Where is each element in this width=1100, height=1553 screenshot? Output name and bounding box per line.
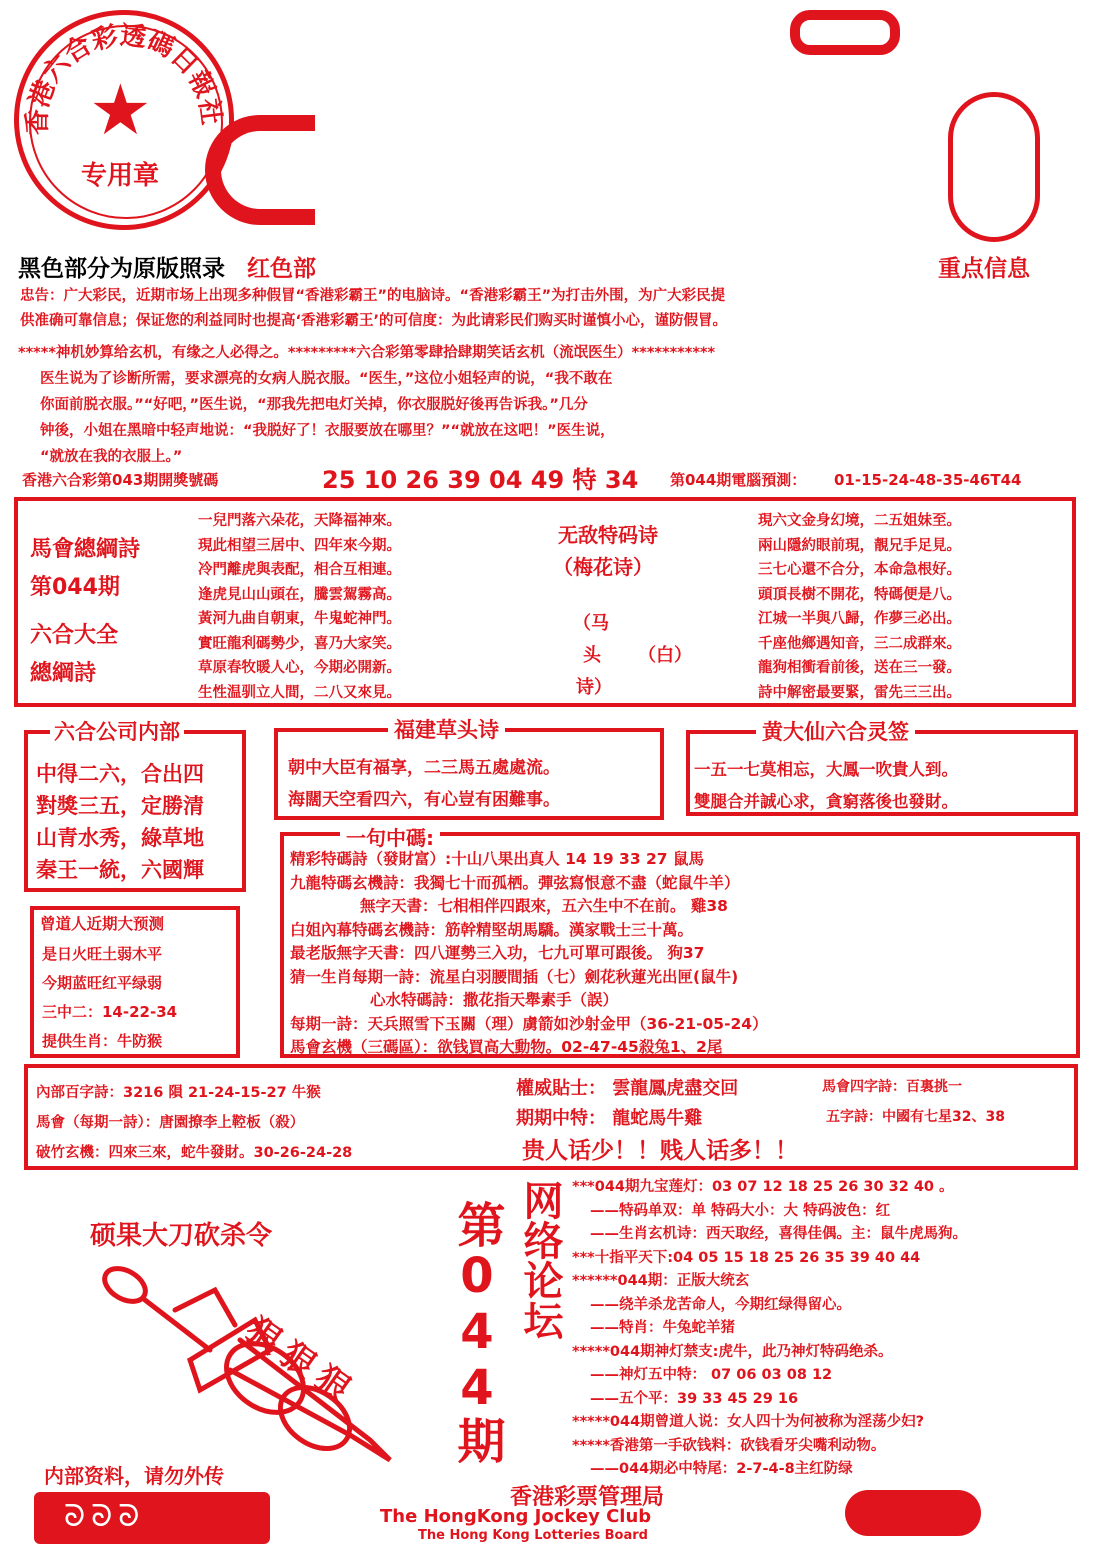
internal-warning: 内部资料，请勿外传 <box>44 1464 224 1488</box>
poem-line: 生性温驯立人間，二八又來見。 <box>198 684 401 701</box>
small-seal <box>948 92 1040 242</box>
joke-line: 医生说为了诊断所需，要求漂亮的女病人脱衣服。“医生，”这位小姐轻声的说，“我不敢在 <box>40 371 613 387</box>
five-char-poem: 五字詩：中國有七星32、38 <box>826 1109 1005 1125</box>
notice-line-1: 忠告：广大彩民，近期市场上出现多种假冒“香港彩霸王”的电脑诗。“香港彩霸王”为打击外围，为广大彩民提 <box>20 288 726 304</box>
poem-line: 黃河九曲自朝東，牛鬼蛇神門。 <box>198 611 401 627</box>
forum-line: ——特肖：牛兔蛇羊猪 <box>590 1320 735 1336</box>
joke-block <box>18 340 1088 470</box>
internal-lines <box>36 1078 352 1168</box>
forum-line: ***十指平天下:04 05 15 18 25 26 35 39 40 44 <box>572 1249 921 1266</box>
yijuzhong-line: 每期一詩：天兵照雪下玉關（理）虜箭如沙射金甲（36-21-05-24） <box>290 1014 768 1033</box>
sword-blade-text: 狠狠狠 <box>237 1309 365 1415</box>
company-line: 中得二六，合出四 <box>36 762 204 786</box>
internal-line: 內部百字詩：3216 隕 21-24-15-27 牛猴 <box>36 1085 321 1101</box>
forum-line: ——特码单双：单 特码大小：大 特码波色：红 <box>590 1202 891 1219</box>
lotteries-board-en: The Hong Kong Lotteries Board <box>418 1528 648 1543</box>
poem-lines-right <box>758 509 961 705</box>
header-logo-fragment-top <box>790 10 900 55</box>
jockey-four-char: 馬會四字詩：百裏挑一 <box>822 1079 962 1095</box>
fujian-box <box>274 718 664 820</box>
poem-line: 三七心還不合分，本命急根好。 <box>758 562 961 578</box>
daoren-title: 曾道人近期大预测 <box>40 915 165 933</box>
yijuzhong-line: 白姐內幕特碼玄機詩：筋幹精堅胡馬驕。漢家戰士三十萬。 <box>290 920 694 939</box>
notice-line-2: 供准确可靠信息；保证您的利益同时也提高‘香港彩霸王’的可信度：为此请彩民们购买时谨慎小心，谨防假冒。 <box>20 313 728 329</box>
wongtaisin-line: 雙腿合并誠心求，貪窮落後也發財。 <box>694 792 958 811</box>
bottom-right-oval <box>845 1490 981 1536</box>
forum-line: ——044期必中特尾：2-7-4-8主红防绿 <box>590 1461 853 1477</box>
daoren-lines <box>42 940 177 1056</box>
poem-lines-left <box>198 509 401 705</box>
fujian-line: 朝中大臣有福享，二三馬五處處流。 <box>288 758 560 778</box>
poem-middle-note: （马 <box>573 613 609 634</box>
vertical-forum: 网络论坛 <box>517 1180 563 1340</box>
results-numbers: 25 10 26 39 04 49 特 34 <box>322 466 639 494</box>
company-title: 六合公司内部 <box>50 716 184 746</box>
forum-line: ******044期：正版大统玄 <box>572 1273 750 1289</box>
joke-line: 钟後，小姐在黑暗中轻声地说：“我脱好了！衣服要放在哪里？”“就放在这吧！”医生说， <box>40 423 615 439</box>
poem-line: 千座他鄉遇知音，三二成群來。 <box>758 635 961 652</box>
knife-title: 硕果大刀砍杀令 <box>90 1221 273 1251</box>
star-icon: ★ <box>89 69 152 151</box>
sword-illustration <box>90 1260 420 1470</box>
poem-middle-sub: （梅花诗） <box>553 555 653 579</box>
poem-middle-note: 诗） <box>576 677 612 698</box>
forum-line: ***044期九宝莲灯：03 07 12 18 25 26 30 32 40 。 <box>572 1179 954 1195</box>
yijuzhong-line: 猜一生肖每期一詩：流星白羽腰間插（七）劍花秋蓮光出匣(鼠牛) <box>290 967 739 986</box>
forum-list <box>572 1176 967 1482</box>
poem-line: 現六文金身幻境，二五姐妹至。 <box>758 513 961 529</box>
poem-line: 冷門離虎與表配，相合互相連。 <box>198 562 401 578</box>
fujian-title: 福建草头诗 <box>388 714 505 744</box>
lotteries-admin: 香港彩票管理局 <box>510 1485 665 1510</box>
daoren-box <box>30 906 240 1058</box>
vertical-issue: 第044期 <box>449 1200 505 1464</box>
seal-ring-label: 香港六合彩透碼日報社 <box>22 20 226 136</box>
yijuzhong-lines <box>290 848 768 1060</box>
yijuzhong-line: 無字天書：七相相伴四跟來，五六生中不在前。 雞38 <box>360 897 728 915</box>
poem-line: 實旺龍利碼勢少，喜乃大家笑。 <box>198 635 401 652</box>
wongtaisin-title: 黄大仙六合灵签 <box>756 716 915 746</box>
predict-numbers: 01-15-24-48-35-46T44 <box>834 471 1022 489</box>
poem-line: 江城一半與八歸，作夢三必出。 <box>758 611 961 627</box>
daoren-line: 是日火旺土弱木平 <box>42 945 163 963</box>
poem-title: 馬會總綱詩 <box>30 537 141 562</box>
poem-line: 一兒門落六朵花，天降福神來。 <box>198 513 401 529</box>
company-box <box>24 720 246 892</box>
results-label: 香港六合彩第043期開獎號碼 <box>22 471 219 489</box>
cloud-pattern-icon: ᘐᘐᘐ <box>64 1499 146 1534</box>
joke-line: 你面前脱衣服。”“好吧，”医生说，“那我先把电灯关掉，你衣服脱好後再告诉我。”几分 <box>40 397 588 413</box>
header-title-black: 黑色部分为原版照录 <box>18 256 225 282</box>
seal-center-text: 专用章 <box>81 161 160 191</box>
header-title-red: 红色部 <box>247 256 317 282</box>
forum-line: *****香港第一手砍钱料：砍钱看牙尖嘴利动物。 <box>572 1437 886 1454</box>
company-line: 山青水秀，綠草地 <box>36 826 204 850</box>
company-lines <box>36 758 204 886</box>
issue-special: 期期中特： 龍蛇馬牛雞 <box>516 1108 703 1129</box>
notice-block <box>20 284 1085 334</box>
daoren-line: 三中二：14-22-34 <box>42 1003 178 1021</box>
poem-line: 逢虎見山山頭在，騰雲駕霧高。 <box>198 586 401 603</box>
daoren-line: 提供生肖：牛防猴 <box>42 1032 163 1050</box>
internal-line: 馬會（每期一詩）：唐園撩李上鞚板（殺） <box>36 1115 305 1131</box>
joke-title: *****神机妙算给玄机，有缘之人必得之。*********六合彩第零肆拾肆期笑话玄机（流氓医生）*********** <box>18 345 716 361</box>
poem-title: 六合大全 <box>30 623 119 648</box>
wongtaisin-lines <box>694 754 958 818</box>
poem-middle-note: （白） <box>638 645 692 666</box>
poem-middle-note: 头 <box>583 645 601 666</box>
company-line: 對獎三五，定勝清 <box>36 794 204 818</box>
poem-issue: 第044期 <box>30 575 120 600</box>
internal-box <box>24 1064 1078 1170</box>
poem-line: 兩山隱約眼前現，靚兄手足見。 <box>758 537 961 554</box>
header-title-tail: 重点信息 <box>938 256 1030 282</box>
yijuzhong-line: 心水特碼詩：撒花指天舉素手（誤） <box>370 991 619 1009</box>
forum-line: ——绕羊杀龙苦命人，今期红绿得留心。 <box>590 1296 851 1313</box>
yijuzhong-line: 最老版無字天書：四八運勢三入功，七九可單可跟後。 狗37 <box>290 944 705 962</box>
header-title <box>18 250 1088 283</box>
company-line: 秦王一統，六國輝 <box>36 858 204 882</box>
poem-middle-title: 无敌特码诗 <box>558 523 658 547</box>
poem-line: 龍狗相衝看前後，送在三一發。 <box>758 660 961 676</box>
daoren-line: 今期蓝旺红平绿弱 <box>42 974 163 992</box>
forum-line: *****044期曾道人说：女人四十为何被称为淫荡少妇? <box>572 1414 925 1430</box>
poem-line: 現此相望三居中、四年來今期。 <box>198 537 401 554</box>
joke-line: “就放在我的衣服上。” <box>40 449 183 465</box>
poem-left-titles <box>30 531 140 693</box>
poem-title: 總綱詩 <box>30 661 97 686</box>
bottom-left-banner <box>34 1492 270 1544</box>
yijuzhong-title: 一句中碼: <box>340 822 440 851</box>
slogan: 贵人话少！！贱人话多！！ <box>522 1138 798 1164</box>
fujian-lines <box>288 752 560 816</box>
wongtaisin-box <box>686 720 1078 816</box>
poem-line: 草原春牧暖人心，今期必開新。 <box>198 660 401 676</box>
wongtaisin-line: 一五一七莫相忘，大鳳一吹貴人到。 <box>694 760 958 779</box>
forum-line: ——五个平：39 33 45 29 16 <box>590 1390 799 1407</box>
yijuzhong-line: 九龍特碼玄機詩：我獨七十而孤栖。彈弦寫恨意不盡（蛇鼠牛羊） <box>290 873 740 892</box>
poem-box <box>14 497 1076 707</box>
jockey-club-en: The HongKong Jockey Club <box>380 1506 652 1527</box>
yijuzhong-line: 精彩特碼詩（發財富）:十山八果出真人 14 19 33 27 鼠馬 <box>290 850 704 868</box>
yijuzhong-box <box>280 826 1080 1058</box>
forum-line: *****044期神灯禁支:虎牛，此乃神灯特码绝杀。 <box>572 1343 893 1360</box>
authority-tip: 權威貼士： 雲龍鳳虎盡交回 <box>516 1078 739 1099</box>
fujian-line: 海闊天空看四六，有心豈有困難事。 <box>288 790 560 810</box>
header-logo-fragment <box>205 115 315 225</box>
company-seal <box>14 10 234 230</box>
forum-line: ——生肖玄机诗：西天取经，喜得佳偶。主：鼠牛虎馬狗。 <box>590 1226 967 1242</box>
poem-line: 頭頂長樹不開花，特碼便是八。 <box>758 586 961 603</box>
internal-line: 破竹玄機：四來三來，蛇牛發財。30-26-24-28 <box>36 1145 353 1161</box>
forum-line: ——神灯五中特： 07 06 03 08 12 <box>590 1367 833 1383</box>
yijuzhong-line: 馬會玄機（三碼區）：欲钱買高大動物。02-47-45殺兔1、2尾 <box>290 1038 723 1056</box>
results-line <box>22 465 1087 495</box>
poem-line: 詩中解密最要緊，雷先三三出。 <box>758 684 961 701</box>
predict-label: 第044期電腦預測： <box>670 471 807 489</box>
